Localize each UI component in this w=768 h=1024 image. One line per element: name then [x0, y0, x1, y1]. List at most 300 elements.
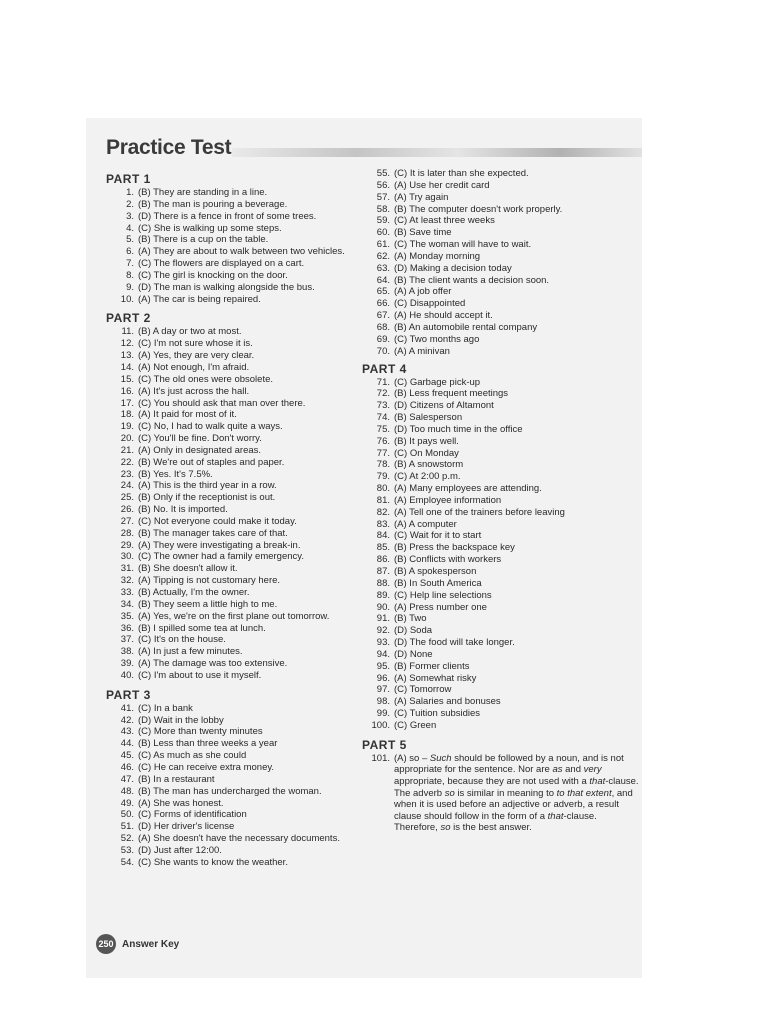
answer-number: 42.	[120, 714, 134, 726]
answer-text: (A) The car is being repaired.	[138, 293, 261, 305]
answer-text: (B) Save time	[394, 227, 452, 239]
answer-number: 54.	[120, 856, 134, 868]
answer-number: 46.	[120, 761, 134, 773]
answer-text: (A) A job offer	[394, 286, 452, 298]
answer-row	[362, 168, 642, 180]
answer-row	[362, 459, 642, 471]
answer-text: (A) The damage was too extensive.	[138, 658, 288, 670]
answer-text: (C) The girl is knocking on the door.	[138, 269, 288, 281]
answer-number: 36.	[120, 622, 134, 634]
answer-row	[362, 673, 642, 685]
answer-number: 64.	[376, 274, 390, 286]
answer-text: (B) I spilled some tea at lunch.	[138, 622, 266, 634]
answer-row	[362, 637, 642, 649]
answer-text: (A) Yes, they are very clear.	[138, 350, 255, 362]
answer-text: (A) Use her credit card	[394, 179, 490, 191]
answer-text: (D) Too much time in the office	[394, 423, 523, 435]
answer-number: 90.	[376, 601, 390, 613]
part5-item-text: (A) so – Such should be followed by a noun, and is not appropriate for the sentence. Nor are as and very appropriate, because they are not used with a that-clause. The adverb so is similar in meaning to to that extent, and when it is used before an adjective or adverb, a result clause should follow in the form of a that-clause. Therefore, so is the best answer.	[394, 752, 639, 834]
answer-number: 10.	[120, 293, 134, 305]
answer-row	[106, 326, 376, 338]
answer-number: 97.	[376, 684, 390, 696]
answer-text: (A) Yes, we're on the first plane out tomorrow.	[138, 610, 330, 622]
answer-text: (B) Two	[394, 613, 427, 625]
answer-row	[362, 436, 642, 448]
answer-number: 45.	[120, 750, 134, 762]
answer-row	[106, 398, 376, 410]
answer-text: (C) Help line selections	[394, 589, 492, 601]
answer-text: (A) A minivan	[394, 345, 450, 357]
answer-text: (A) He should accept it.	[394, 310, 493, 322]
answer-number: 4.	[126, 222, 134, 234]
answer-row	[362, 334, 642, 346]
answer-text: (C) The owner had a family emergency.	[138, 551, 304, 563]
title-row	[106, 136, 646, 166]
answer-row	[362, 275, 642, 287]
answer-number: 73.	[376, 400, 390, 412]
answer-row	[362, 310, 642, 322]
answer-row	[362, 239, 642, 251]
answer-text: (D) Wait in the lobby	[138, 714, 224, 726]
answer-row	[106, 738, 376, 750]
answer-row	[106, 223, 376, 235]
answer-number: 2.	[126, 198, 134, 210]
answer-text: (C) Tuition subsidies	[394, 708, 481, 720]
answer-row	[106, 374, 376, 386]
answer-text: (C) Two months ago	[394, 333, 480, 345]
answer-number: 89.	[376, 589, 390, 601]
title-decoration	[232, 148, 642, 157]
answer-number: 60.	[376, 227, 390, 239]
answer-text: (A) Salaries and bonuses	[394, 696, 501, 708]
answer-number: 33.	[120, 587, 134, 598]
answer-number: 21.	[120, 444, 134, 456]
answer-text: (D) Making a decision today	[394, 262, 512, 274]
answer-row	[362, 696, 642, 708]
answer-number: 65.	[376, 286, 390, 298]
answer-row	[106, 715, 376, 727]
answer-number: 40.	[120, 669, 134, 681]
answer-number: 49.	[120, 797, 134, 809]
answer-text: (C) At least three weeks	[394, 215, 495, 227]
answer-row	[362, 204, 642, 216]
answer-number: 92.	[376, 625, 390, 637]
answer-number: 81.	[376, 494, 390, 506]
answer-text: (B) The manager takes care of that.	[138, 527, 288, 539]
answer-row	[106, 540, 376, 552]
answer-number: 70.	[376, 345, 390, 357]
answer-row	[362, 322, 642, 334]
page-footer	[96, 934, 179, 954]
answer-row	[106, 750, 376, 762]
answer-number: 87.	[376, 566, 390, 577]
answer-text: (D) Just after 12:00.	[138, 844, 222, 856]
answer-row	[106, 234, 376, 246]
answer-text: (A) In just a few minutes.	[138, 646, 243, 658]
answer-text: (A) Monday morning	[394, 250, 481, 262]
answer-number: 20.	[120, 433, 134, 445]
answer-row	[106, 246, 376, 258]
answer-row	[362, 602, 642, 614]
answer-number: 52.	[120, 833, 134, 845]
answer-text: (B) In a restaurant	[138, 773, 215, 785]
answer-number: 35.	[120, 610, 134, 622]
answer-number: 53.	[120, 844, 134, 856]
answer-row	[362, 298, 642, 310]
answer-row	[106, 492, 376, 504]
answer-row	[362, 542, 642, 554]
part4-heading: PART 4	[362, 361, 407, 376]
answer-text: (D) There is a fence in front of some trees.	[138, 210, 317, 222]
answer-row	[106, 469, 376, 481]
right-column	[362, 168, 642, 834]
answer-number: 66.	[376, 298, 390, 310]
answer-row	[362, 708, 642, 720]
answer-row	[106, 362, 376, 374]
answer-text: (D) Her driver's license	[138, 821, 235, 833]
answer-text: (C) Forms of identification	[138, 809, 247, 821]
answer-text: (B) She doesn't allow it.	[138, 563, 238, 575]
part5-item-number: 101.	[371, 752, 390, 764]
part1-heading: PART 1	[106, 172, 151, 186]
part3-continued-list	[362, 168, 642, 358]
answer-row	[106, 833, 376, 845]
answer-row	[106, 703, 376, 715]
answer-text: (C) No, I had to walk quite a ways.	[138, 421, 283, 433]
answer-text: (D) The food will take longer.	[394, 637, 515, 649]
answer-number: 71.	[376, 376, 390, 388]
answer-text: (A) She doesn't have the necessary documents.	[138, 833, 340, 845]
answer-row	[362, 251, 642, 263]
answer-row	[362, 625, 642, 637]
answer-number: 62.	[376, 250, 390, 262]
answer-row	[106, 504, 376, 516]
answer-number: 1.	[126, 187, 134, 198]
answer-number: 91.	[376, 613, 390, 625]
answer-row	[106, 282, 376, 294]
answer-text: (C) You should ask that man over there.	[138, 397, 306, 409]
answer-number: 16.	[120, 385, 134, 397]
part2-heading: PART 2	[106, 311, 151, 326]
answer-number: 63.	[376, 262, 390, 274]
answer-number: 38.	[120, 646, 134, 658]
answer-number: 88.	[376, 577, 390, 589]
answer-text: (A) Tell one of the trainers before leaving	[394, 506, 565, 518]
answer-number: 69.	[376, 333, 390, 345]
answer-row	[106, 551, 376, 563]
answer-row	[106, 845, 376, 857]
answer-row	[106, 774, 376, 786]
answer-row	[362, 263, 642, 275]
answer-number: 18.	[120, 409, 134, 421]
answer-number: 43.	[120, 726, 134, 738]
answer-text: (C) As much as she could	[138, 750, 247, 762]
answer-number: 59.	[376, 215, 390, 227]
answer-number: 67.	[376, 310, 390, 322]
answer-number: 84.	[376, 530, 390, 542]
answer-row	[106, 670, 376, 682]
answer-row	[362, 566, 642, 578]
answer-text: (A) It's just across the hall.	[138, 385, 250, 397]
answer-number: 32.	[120, 575, 134, 587]
answer-number: 98.	[376, 696, 390, 708]
answer-number: 86.	[376, 554, 390, 566]
answer-text: (B) Yes. It's 7.5%.	[138, 468, 213, 480]
answer-text: (D) Citizens of Altamont	[394, 400, 494, 412]
answer-row	[362, 412, 642, 424]
answer-text: (C) It is later than she expected.	[394, 168, 529, 179]
answer-number: 8.	[126, 269, 134, 281]
answer-row	[362, 590, 642, 602]
part5-heading: PART 5	[362, 737, 407, 752]
answer-text: (B) An automobile rental company	[394, 321, 538, 333]
answer-text: (B) Less frequent meetings	[394, 388, 509, 400]
answer-text: (A) Employee information	[394, 494, 502, 506]
page-title: Practice Test	[106, 136, 232, 159]
answer-row	[362, 578, 642, 590]
answer-row	[106, 646, 376, 658]
answer-row	[106, 611, 376, 623]
answer-text: (C) She is walking up some steps.	[138, 222, 282, 234]
answer-row	[106, 421, 376, 433]
answer-text: (A) It paid for most of it.	[138, 409, 237, 421]
answer-row	[106, 409, 376, 421]
answer-number: 94.	[376, 648, 390, 660]
answer-text: (B) Actually, I'm the owner.	[138, 587, 250, 598]
answer-text: (A) She was honest.	[138, 797, 224, 809]
answer-number: 37.	[120, 634, 134, 646]
answer-row	[362, 530, 642, 542]
answer-row	[106, 857, 376, 869]
answer-number: 83.	[376, 518, 390, 530]
answer-number: 85.	[376, 542, 390, 554]
answer-text: (C) At 2:00 p.m.	[394, 471, 461, 483]
answer-text: (C) Disappointed	[394, 298, 466, 310]
answer-number: 61.	[376, 239, 390, 251]
answer-number: 13.	[120, 350, 134, 362]
answer-text: (A) Somewhat risky	[394, 672, 477, 684]
answer-number: 99.	[376, 708, 390, 720]
answer-number: 80.	[376, 483, 390, 495]
answer-number: 27.	[120, 515, 134, 527]
answer-row	[106, 726, 376, 738]
answer-row	[106, 350, 376, 362]
answer-text: (B) They are standing in a line.	[138, 187, 268, 198]
answer-number: 17.	[120, 397, 134, 409]
answer-text: (B) A day or two at most.	[138, 326, 242, 338]
answer-row	[106, 809, 376, 821]
answer-text: (A) Only in designated areas.	[138, 444, 262, 456]
answer-row	[362, 483, 642, 495]
answer-number: 56.	[376, 179, 390, 191]
answer-text: (D) The man is walking alongside the bus.	[138, 281, 315, 293]
left-column	[106, 172, 376, 869]
answer-row	[106, 211, 376, 223]
answer-number: 6.	[126, 246, 134, 258]
answer-row	[106, 258, 376, 270]
footer-label: Answer Key	[122, 938, 180, 950]
answer-row	[106, 199, 376, 211]
part2-list	[106, 326, 376, 681]
answer-text: (B) Only if the receptionist is out.	[138, 492, 276, 504]
answer-number: 78.	[376, 459, 390, 471]
answer-row	[362, 554, 642, 566]
answer-number: 28.	[120, 527, 134, 539]
answer-text: (B) Press the backspace key	[394, 542, 515, 554]
answer-number: 34.	[120, 598, 134, 610]
answer-row	[362, 448, 642, 460]
answer-text: (C) He can receive extra money.	[138, 761, 275, 773]
answer-text: (C) She wants to know the weather.	[138, 856, 288, 868]
answer-text: (A) Press number one	[394, 601, 487, 613]
answer-row	[362, 215, 642, 227]
answer-number: 58.	[376, 203, 390, 215]
answer-number: 15.	[120, 373, 134, 385]
answer-text: (B) A snowstorm	[394, 459, 464, 471]
answer-row	[106, 798, 376, 810]
answer-row	[106, 634, 376, 646]
answer-number: 29.	[120, 539, 134, 551]
answer-row	[362, 180, 642, 192]
answer-row	[362, 684, 642, 696]
answer-text: (C) Tomorrow	[394, 684, 452, 696]
answer-number: 12.	[120, 338, 134, 350]
answer-text: (A) A computer	[394, 518, 457, 530]
answer-row	[106, 563, 376, 575]
answer-number: 22.	[120, 456, 134, 468]
answer-row	[106, 528, 376, 540]
answer-row	[106, 338, 376, 350]
answer-row	[106, 575, 376, 587]
answer-text: (B) We're out of staples and paper.	[138, 456, 285, 468]
part4-list	[362, 377, 642, 732]
answer-number: 51.	[120, 821, 134, 833]
answer-number: 26.	[120, 504, 134, 516]
answer-text: (B) No. It is imported.	[138, 504, 228, 516]
answer-text: (B) Salesperson	[394, 412, 463, 424]
answer-row	[362, 649, 642, 661]
answer-text: (A) They are about to walk between two vehicles.	[138, 246, 345, 258]
answer-number: 39.	[120, 658, 134, 670]
answer-row	[106, 480, 376, 492]
answer-text: (A) This is the third year in a row.	[138, 480, 277, 492]
answer-text: (B) Conflicts with workers	[394, 554, 502, 566]
answer-number: 9.	[126, 281, 134, 293]
answer-row	[106, 786, 376, 798]
part1-list	[106, 187, 376, 305]
page-number-badge: 250	[96, 934, 116, 954]
answer-number: 55.	[376, 168, 390, 179]
answer-row	[106, 294, 376, 306]
answer-row	[362, 388, 642, 400]
answer-number: 24.	[120, 480, 134, 492]
answer-row	[106, 623, 376, 635]
part3-list	[106, 703, 376, 869]
answer-row	[106, 457, 376, 469]
answer-text: (B) Less than three weeks a year	[138, 738, 278, 750]
part5-item	[362, 753, 642, 834]
answer-row	[362, 424, 642, 436]
answer-row	[106, 445, 376, 457]
answer-number: 79.	[376, 471, 390, 483]
answer-text: (B) A spokesperson	[394, 566, 477, 577]
answer-row	[362, 286, 642, 298]
answer-row	[106, 386, 376, 398]
answer-text: (B) The man has undercharged the woman.	[138, 785, 322, 797]
answer-row	[362, 507, 642, 519]
answer-row	[106, 433, 376, 445]
answer-text: (B) They seem a little high to me.	[138, 598, 278, 610]
answer-number: 48.	[120, 785, 134, 797]
answer-row	[362, 192, 642, 204]
answer-number: 50.	[120, 809, 134, 821]
answer-text: (B) The computer doesn't work properly.	[394, 203, 563, 215]
answer-number: 47.	[120, 773, 134, 785]
answer-number: 57.	[376, 191, 390, 203]
answer-text: (D) Soda	[394, 625, 433, 637]
answer-number: 7.	[126, 258, 134, 270]
answer-text: (C) You'll be fine. Don't worry.	[138, 433, 262, 445]
answer-text: (C) The woman will have to wait.	[394, 239, 532, 251]
answer-number: 41.	[120, 702, 134, 714]
answer-row	[106, 187, 376, 199]
answer-number: 93.	[376, 637, 390, 649]
answer-text: (C) More than twenty minutes	[138, 726, 263, 738]
answer-text: (C) It's on the house.	[138, 634, 226, 646]
answer-text: (C) I'm about to use it myself.	[138, 669, 262, 681]
answer-number: 19.	[120, 421, 134, 433]
answer-text: (B) In South America	[394, 577, 482, 589]
answer-number: 11.	[121, 326, 134, 338]
answer-number: 25.	[120, 492, 134, 504]
answer-text: (A) Not enough, I'm afraid.	[138, 361, 250, 373]
answer-number: 44.	[120, 738, 134, 750]
answer-number: 31.	[120, 563, 134, 575]
answer-text: (A) Many employees are attending.	[394, 483, 542, 495]
answer-row	[362, 495, 642, 507]
answer-number: 23.	[120, 468, 134, 480]
answer-row	[106, 658, 376, 670]
answer-row	[362, 346, 642, 358]
answer-number: 30.	[120, 551, 134, 563]
answer-text: (C) Green	[394, 719, 437, 731]
answer-text: (B) Former clients	[394, 660, 470, 672]
answer-text: (C) Wait for it to start	[394, 530, 482, 542]
answer-text: (A) They were investigating a break-in.	[138, 539, 301, 551]
answer-number: 75.	[376, 423, 390, 435]
answer-text: (B) There is a cup on the table.	[138, 234, 269, 246]
answer-number: 14.	[120, 361, 134, 373]
answer-text: (D) None	[394, 648, 433, 660]
answer-text: (C) In a bank	[138, 702, 193, 714]
answer-text: (C) Garbage pick-up	[394, 376, 481, 388]
answer-text: (A) Tipping is not customary here.	[138, 575, 281, 587]
answer-row	[362, 471, 642, 483]
part3-heading: PART 3	[106, 687, 151, 702]
answer-text: (C) The flowers are displayed on a cart.	[138, 258, 305, 270]
answer-row	[362, 519, 642, 531]
answer-text: (B) It pays well.	[394, 435, 459, 447]
answer-row	[362, 400, 642, 412]
answer-row	[362, 661, 642, 673]
answer-row	[106, 270, 376, 282]
answer-number: 95.	[376, 660, 390, 672]
answer-row	[362, 613, 642, 625]
answer-number: 3.	[126, 210, 134, 222]
answer-row	[106, 821, 376, 833]
answer-text: (C) The old ones were obsolete.	[138, 373, 274, 385]
answer-number: 5.	[126, 234, 134, 246]
